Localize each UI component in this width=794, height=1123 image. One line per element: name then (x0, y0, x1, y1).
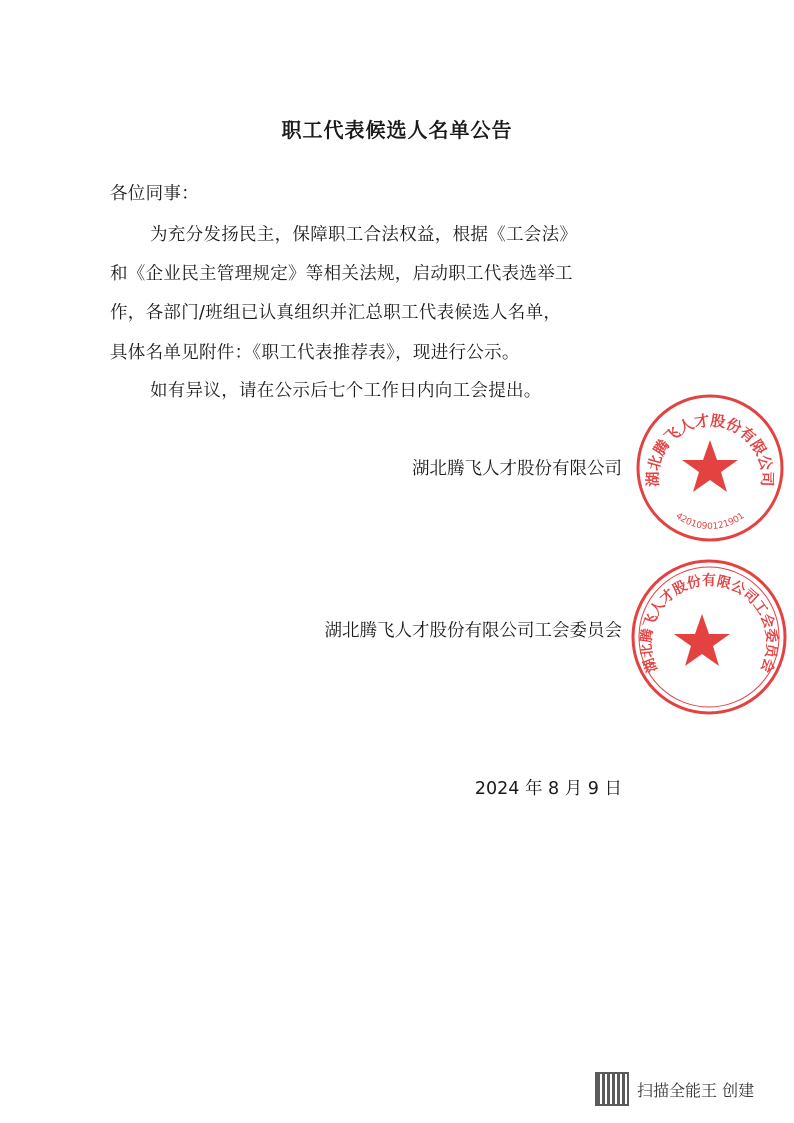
svg-text:4201090121901: 4201090121901 (673, 511, 747, 532)
footer-label: 扫描全能王 创建 (637, 1080, 755, 1100)
svg-text:湖北腾飞人才股份有限公司工会委员会: 湖北腾飞人才股份有限公司工会委员会 (638, 573, 780, 675)
salutation: 各位同事： (110, 184, 199, 204)
paragraph-line: 为充分发扬民主，保障职工合法权益，根据《工会法》 (150, 225, 578, 245)
company-seal (634, 392, 786, 544)
union-seal (630, 558, 788, 716)
scanner-watermark (595, 1072, 754, 1106)
date: 2024 年 8 月 9 日 (474, 779, 622, 799)
paragraph-line: 具体名单见附件：《职工代表推荐表》，现进行公示。 (110, 343, 520, 363)
paragraph-line: 和《企业民主管理规定》等相关法规，启动职工代表选举工 (110, 264, 573, 284)
svg-text:湖北腾飞人才股份有限公司: 湖北腾飞人才股份有限公司 (643, 411, 777, 487)
page-title: 职工代表候选人名单公告 (281, 118, 513, 142)
qr-code-icon (595, 1072, 629, 1106)
signature-union: 湖北腾飞人才股份有限公司工会委员会 (324, 621, 622, 641)
objection-line: 如有异议，请在公示后七个工作日内向工会提出。 (150, 381, 542, 401)
paragraph-line: 作，各部门/班组已认真组织并汇总职工代表候选人名单， (110, 303, 562, 323)
signature-company: 湖北腾飞人才股份有限公司 (412, 459, 622, 479)
